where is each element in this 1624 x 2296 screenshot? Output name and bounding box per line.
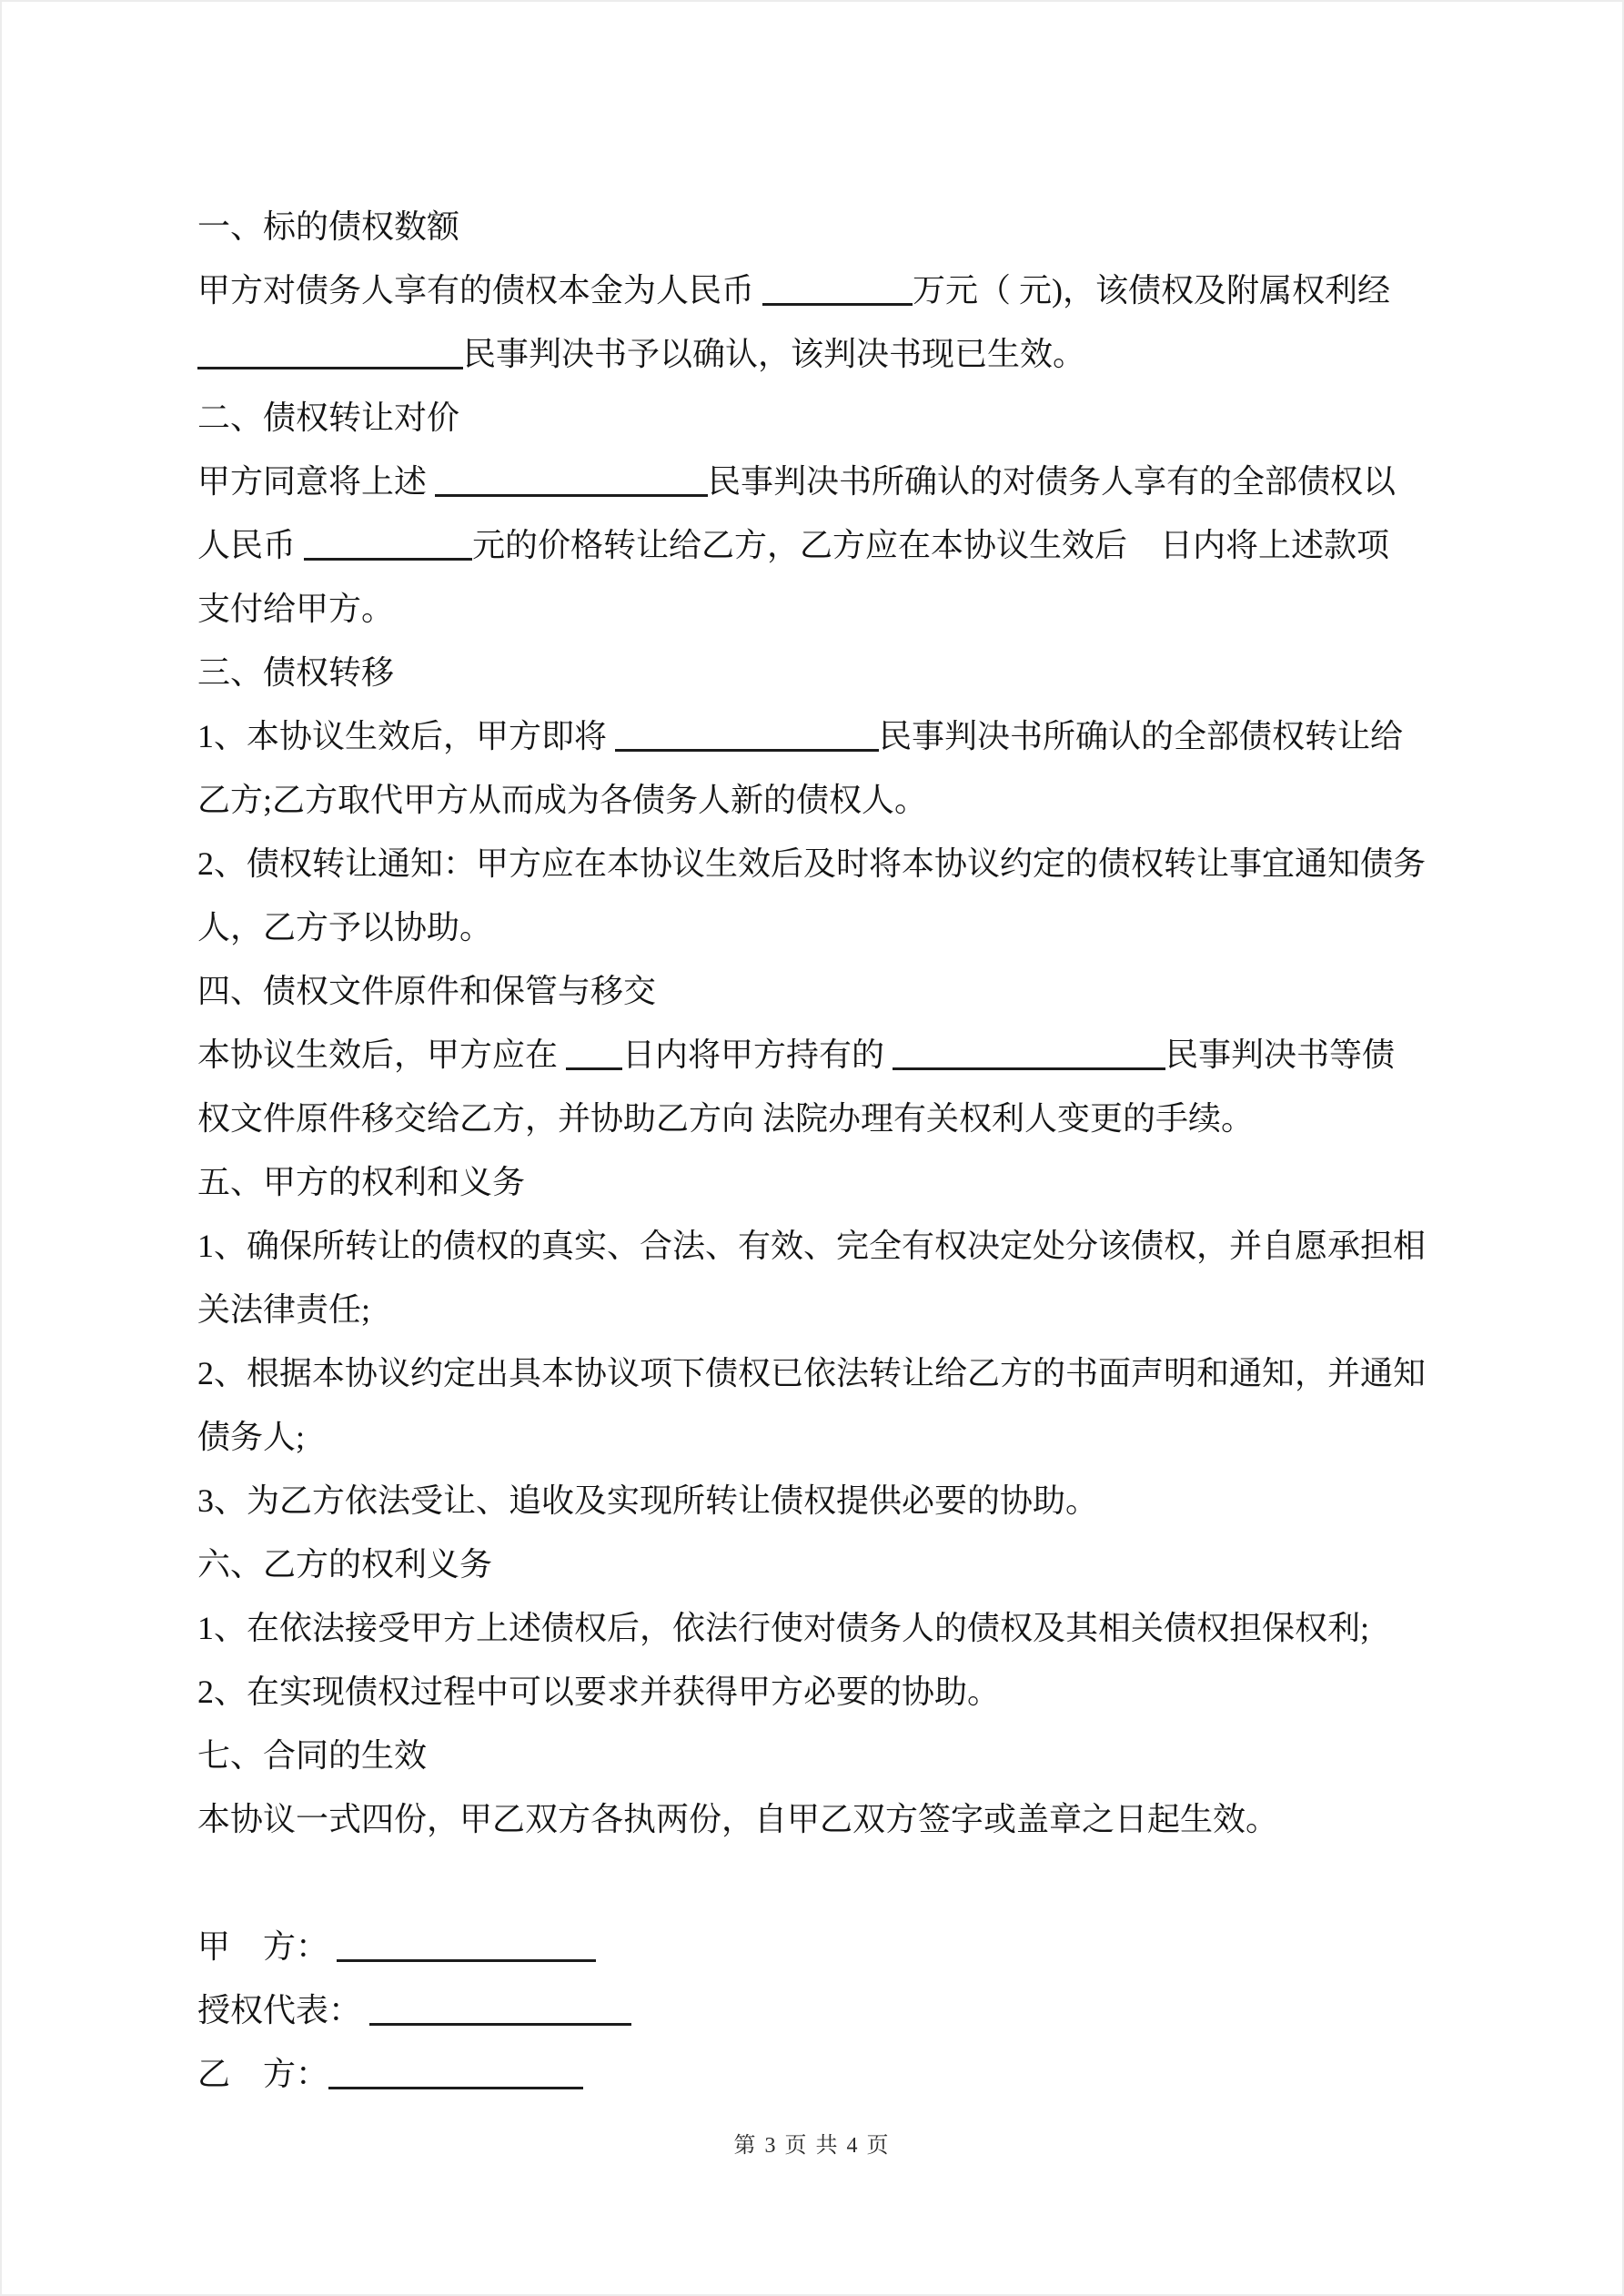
- document-line: [197, 1087, 1448, 1150]
- text-run: 民事判决书予以确认，该判决书现已生效。: [463, 336, 1086, 372]
- text-run: 三、债权转移: [197, 654, 395, 691]
- document-line: [197, 1023, 1448, 1087]
- text-run: 乙 方：: [197, 2056, 329, 2092]
- text-run: 二、债权转让对价: [197, 400, 460, 436]
- text-run: 债务人;: [197, 1419, 306, 1455]
- document-line: [197, 768, 1448, 832]
- page-number-footer: 第 3 页 共 4 页: [733, 2134, 891, 2158]
- document-line: [197, 704, 1448, 768]
- text-run: 人民币: [197, 527, 305, 563]
- document-line: [197, 2042, 1448, 2106]
- document-line: [197, 1150, 1448, 1214]
- text-run: 本协议一式四份，甲乙双方各执两份，自甲乙双方签字或盖章之日起生效。: [197, 1801, 1279, 1837]
- text-run: 1、确保所转让的债权的真实、合法、有效、完全有权决定处分该债权，并自愿承担相: [197, 1228, 1427, 1264]
- document-line: [197, 1214, 1448, 1278]
- blank-underline: [304, 525, 472, 561]
- blank-underline: [369, 1990, 631, 2026]
- blank-underline: [337, 1927, 596, 1962]
- document-line: [197, 322, 1448, 386]
- text-run: 六、乙方的权利义务: [197, 1546, 493, 1583]
- text-run: 支付给甲方。: [197, 591, 395, 627]
- text-run: 人，乙方予以协助。: [197, 909, 493, 946]
- blank-underline: [893, 1035, 1165, 1070]
- document-body: [197, 195, 1448, 2106]
- blank-underline: [197, 334, 463, 369]
- document-line: [197, 1724, 1448, 1787]
- blank-underline: [328, 2054, 583, 2089]
- text-run: 2、根据本协议约定出具本协议项下债权已依法转让给乙方的书面声明和通知，并通知: [197, 1355, 1427, 1391]
- document-line: [197, 1469, 1448, 1532]
- document-line: [197, 641, 1448, 704]
- text-run: 甲方同意将上述: [197, 463, 436, 500]
- document-line: [197, 1596, 1448, 1660]
- document-line: [197, 195, 1448, 258]
- text-run: 四、债权文件原件和保管与移交: [197, 973, 657, 1009]
- text-run: 元的价格转让给乙方，乙方应在本协议生效后 日内将上述款项: [472, 527, 1390, 563]
- text-run: 万元（ 元)，该债权及附属权利经: [913, 272, 1391, 308]
- text-run: 七、合同的生效: [197, 1737, 428, 1774]
- text-run: 乙方;乙方取代甲方从而成为各债务人新的债权人。: [197, 782, 928, 818]
- blank-underline: [762, 270, 913, 306]
- text-run: 授权代表：: [197, 1992, 370, 2028]
- text-run: 一、标的债权数额: [197, 208, 460, 245]
- document-line: [197, 1278, 1448, 1341]
- text-run: 1、本协议生效后，甲方即将: [197, 718, 616, 754]
- document-line: [197, 386, 1448, 450]
- document-line: [197, 1660, 1448, 1724]
- document-line: [197, 450, 1448, 513]
- document-line: [197, 959, 1448, 1023]
- document-line: [197, 1978, 1448, 2042]
- text-run: 2、债权转让通知：甲方应在本协议生效后及时将本协议约定的债权转让事宜通知债务: [197, 845, 1427, 882]
- document-line: [197, 1341, 1448, 1405]
- document-line: [197, 1532, 1448, 1596]
- document-line: [197, 1787, 1448, 1851]
- text-run: 2、在实现债权过程中可以要求并获得甲方必要的协助。: [197, 1674, 1001, 1710]
- text-run: 关法律责任;: [197, 1291, 371, 1328]
- blank-underline: [566, 1035, 622, 1070]
- text-run: 民事判决书所确认的全部债权转让给: [879, 718, 1404, 754]
- text-run: 民事判决书等债: [1165, 1037, 1396, 1073]
- document-line: [197, 577, 1448, 641]
- blank-underline: [615, 716, 879, 752]
- blank-underline: [435, 461, 708, 497]
- document-line: [197, 258, 1448, 322]
- document-line: [197, 513, 1448, 577]
- text-run: 日内将甲方持有的: [622, 1037, 893, 1073]
- text-run: 1、在依法接受甲方上述债权后，依法行使对债务人的债权及其相关债权担保权利;: [197, 1610, 1370, 1646]
- text-run: 民事判决书所确认的对债务人享有的全部债权以: [708, 463, 1397, 500]
- blank-line: [197, 1851, 1448, 1915]
- document-line: [197, 1915, 1448, 1978]
- document-line: [197, 832, 1448, 895]
- document-line: [197, 1405, 1448, 1469]
- text-run: 甲方对债务人享有的债权本金为人民币: [197, 272, 763, 308]
- document-line: [197, 895, 1448, 959]
- text-run: 五、甲方的权利和义务: [197, 1164, 526, 1200]
- text-run: 3、为乙方依法受让、追收及实现所转让债权提供必要的协助。: [197, 1482, 1099, 1519]
- text-run: 权文件原件移交给乙方，并协助乙方向 法院办理有关权利人变更的手续。: [197, 1100, 1255, 1137]
- text-run: 本协议生效后，甲方应在: [197, 1037, 567, 1073]
- text-run: 甲 方：: [197, 1928, 338, 1965]
